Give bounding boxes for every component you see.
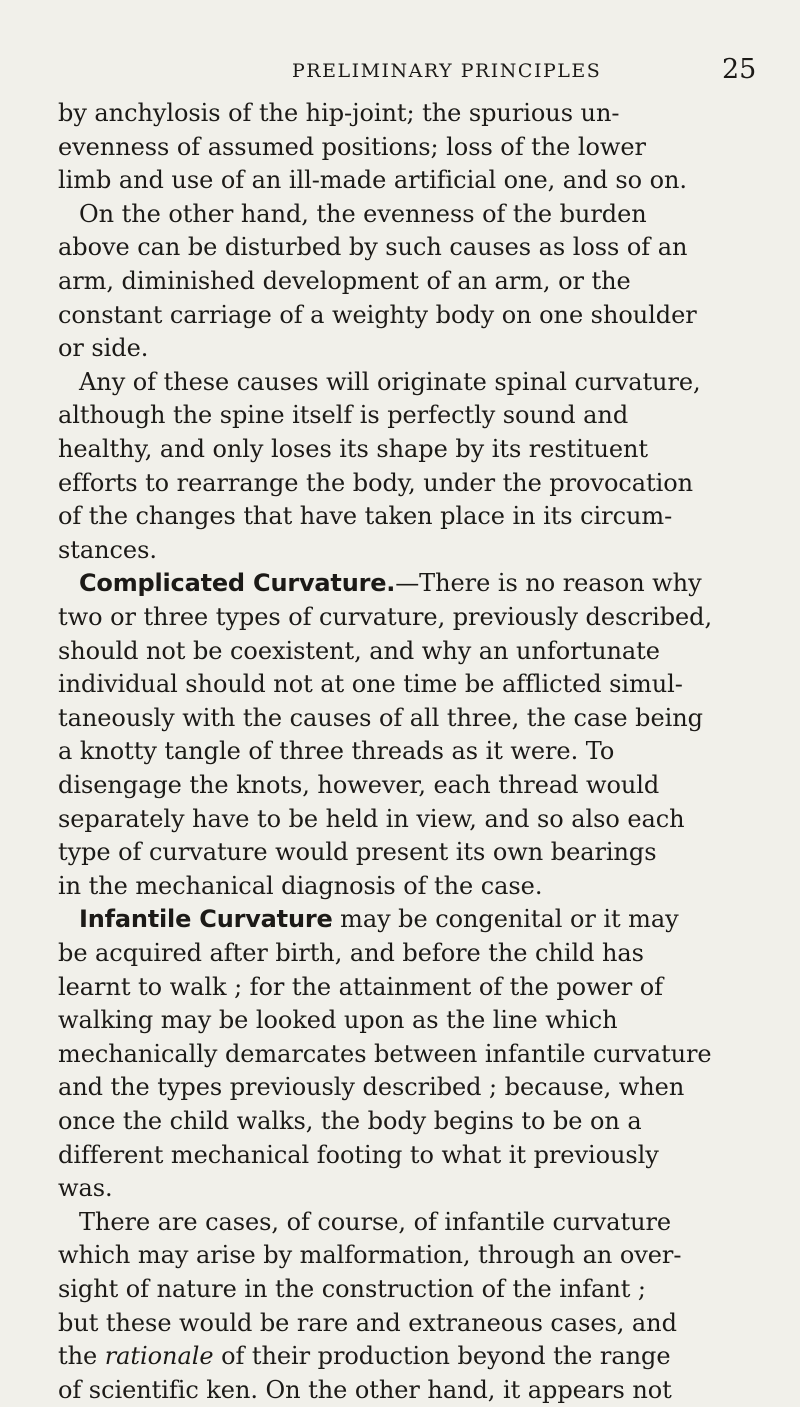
text-line: be acquired after birth, and before the child has [58,939,644,967]
text-line: evenness of assumed positions; loss of the lower [58,132,646,161]
text-line: learnt to walk ; for the attainment of the power of [58,972,663,1001]
text-line: separately have to be held in view, and so also each [58,804,685,833]
text-line-continuation: —There is no reason why [395,569,702,598]
text-line: individual should not at one time be afflicted simul- [58,670,683,699]
text-line: arm, diminished development of an arm, or the [58,267,631,295]
text-line: walking may be looked upon as the line which [58,1006,618,1035]
text-line: which may arise by malformation, through an over- [58,1241,682,1270]
text-line: although the spine itself is perfectly sound and [58,401,629,430]
page-number: 25 [722,54,757,85]
text-line: There are cases, of course, of infantile curvature [79,1207,672,1236]
text-line: should not be coexistent, and why an unfortunate [58,636,660,665]
text-line: or side. [58,334,149,363]
text-line-end: of their production beyond the range [213,1342,671,1371]
text-line: of the changes that have taken place in its circum- [58,502,673,531]
running-head [0,54,800,88]
section-heading-complicated-curvature: Complicated Curvature. [79,569,396,598]
text-line [79,902,679,936]
text-line: but these would be rare and extraneous cases, and [58,1308,677,1337]
text-line: Any of these causes will originate spinal curvature, [79,367,701,396]
text-line: efforts to rearrange the body, under the provocation [58,468,694,497]
text-line-continuation: may be congenital or it may [332,905,679,934]
section-heading-infantile-curvature: Infantile Curvature [79,905,333,934]
text-line: stances. [58,535,157,564]
text-line: a knotty tangle of three threads as it were. To [58,737,615,766]
text-line: and the types previously described ; because, when [58,1073,685,1102]
text-line: two or three types of curvature, previously described, [58,603,713,631]
text-line [58,1339,670,1373]
text-line: was. [58,1174,113,1203]
text-line: of scientific ken. On the other hand, it appears not [58,1375,672,1404]
italic-word-rationale: rationale [104,1342,214,1371]
text-line: disengage the knots, however, each thread would [58,771,660,799]
text-line: constant carriage of a weighty body on one shoulder [58,300,697,329]
text-line: sight of nature in the construction of the infant ; [58,1275,646,1303]
text-line: limb and use of an ill-made artificial one, and so on. [58,166,687,195]
text-line: above can be disturbed by such causes as loss of an [58,233,688,262]
text-line: once the child walks, the body begins to be on a [58,1107,642,1135]
text-line [79,566,702,600]
text-line: healthy, and only loses its shape by its restituent [58,435,649,463]
text-line: type of curvature would present its own bearings [58,838,657,867]
text-line-start: the [58,1342,105,1371]
text-line: different mechanical footing to what it previously [58,1140,659,1169]
running-head-title: PRELIMINARY PRINCIPLES [292,60,602,82]
text-line: On the other hand, the evenness of the burden [79,199,647,228]
text-line: mechanically demarcates between infantile curvature [58,1039,712,1068]
text-line: in the mechanical diagnosis of the case. [58,871,543,900]
text-line: taneously with the causes of all three, the case being [58,703,703,732]
text-line: by anchylosis of the hip-joint; the spurious un- [58,99,620,127]
